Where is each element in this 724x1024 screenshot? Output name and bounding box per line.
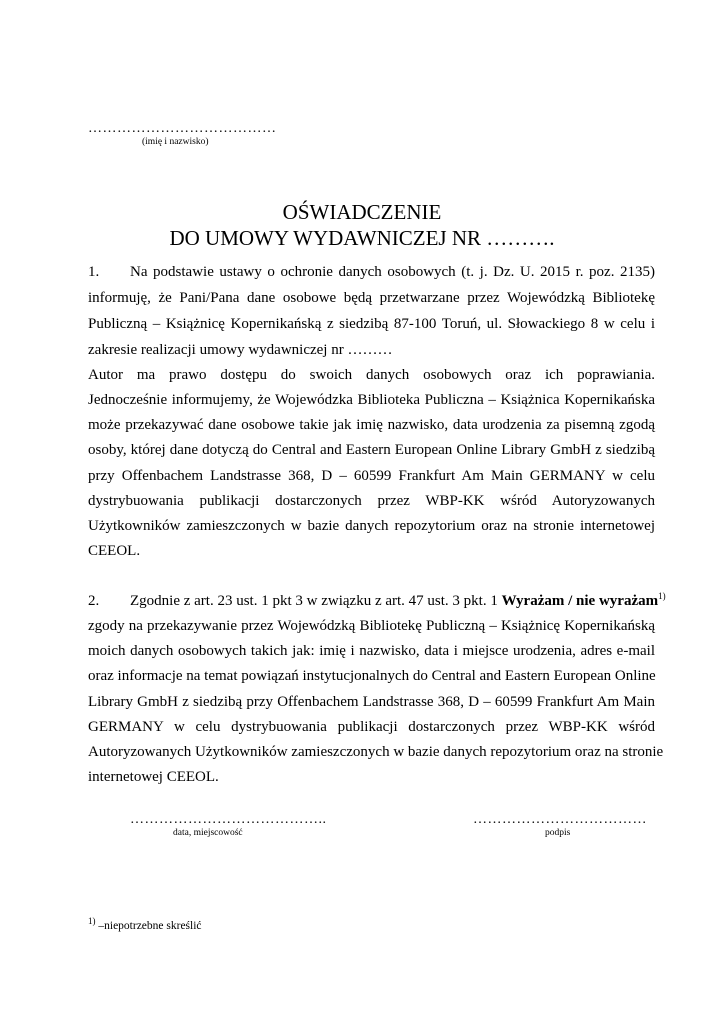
section1-line-9: przy Offenbachem Landstrasse 368, D – 60599 Frankfurt Am Main GERMANY w celu <box>88 468 655 484</box>
section2-line-7: Autoryzowanych Użytkowników zamieszczonych w bazie danych repozytorium oraz na stronie <box>88 744 664 760</box>
section2-line-4: oraz informacje na temat powiązań instytucjonalnych do Central and Eastern European Online <box>88 668 656 684</box>
section1-line-2: informuję, że Pani/Pana dane osobowe będą przetwarzane przez Wojewódzką Bibliotekę <box>88 290 655 306</box>
name-dots: ………………………………… <box>88 121 277 136</box>
signature-dots: ……………………………… <box>473 812 647 827</box>
date-place-dots: ………………………………….. <box>130 812 327 827</box>
section2-line-8: internetowej CEEOL. <box>88 769 219 785</box>
date-place-label: data, miejscowość <box>173 828 243 838</box>
section2-line-2: zgody na przekazywanie przez Wojewódzką Bibliotekę Publiczną – Książnicę Kopernikańską <box>88 618 655 634</box>
footnote-marker: 1) <box>88 916 96 927</box>
section2-number: 2. <box>88 593 100 609</box>
section1-line-5: Autor ma prawo dostępu do swoich danych osobowych oraz ich poprawiania. <box>88 367 655 383</box>
section1-line-6: Jednocześnie informujemy, że Wojewódzka Biblioteka Publiczna – Książnica Kopernikańska <box>88 392 655 408</box>
section2-line-3: moich danych osobowych takich jak: imię i nazwisko, data i miejsce urodzenia, adres e-mail <box>88 643 655 659</box>
document-title: OŚWIADCZENIE <box>282 200 442 224</box>
section1-line-10: dystrybuowania publikacji dostarczonych przez WBP-KK wśród Autoryzowanych <box>88 493 655 509</box>
consent-choice: Wyrażam / nie wyrażam <box>501 593 659 609</box>
section1-line-4: zakresie realizacji umowy wydawniczej nr ……… <box>88 342 393 358</box>
section1-line-8: osoby, której dane dotyczą do Central and Eastern European Online Library GmbH z siedzibą <box>88 442 655 458</box>
section1-line-11: Użytkowników zamieszczonych w bazie danych repozytorium oraz na stronie internetowej <box>88 518 655 534</box>
document-subtitle: DO UMOWY WYDAWNICZEJ NR ………. <box>169 226 555 250</box>
section1-number: 1. <box>88 264 100 280</box>
signature-label: podpis <box>545 828 571 838</box>
footnote: $^{1)}$ –niepotrzebne skreślić <box>88 916 202 932</box>
section1-line-3: Publiczną – Książnicę Kopernikańską z siedzibą 87-100 Toruń, ul. Słowackiego 8 w celu i <box>88 316 655 332</box>
section1-line-7: może przekazywać dane osobowe takie jak imię nazwisko, data urodzenia za pisemną zgodą <box>88 417 655 433</box>
section2-line-6: GERMANY w celu dystrybuowania publikacji dostarczonych przez WBP-KK wśród <box>88 719 655 735</box>
section2-line-1: 2. Zgodnie z art. 23 ust. 1 pkt 3 w związku z art. 47 ust. 3 pkt. 1 Wyrażam / nie wyrażam$^{1)}$ <box>88 589 655 614</box>
section2-line-5: Library GmbH z siedzibą przy Offenbachem Landstrasse 368, D – 60599 Frankfurt Am Main <box>88 694 655 710</box>
section1-line-12: CEEOL. <box>88 543 141 559</box>
name-label: (imię i nazwisko) <box>142 137 209 147</box>
section1-line-1: 1. Na podstawie ustawy o ochronie danych osobowych (t. j. Dz. U. 2015 r. poz. 2135) <box>88 260 655 285</box>
footnote-ref: 1) <box>658 591 666 601</box>
